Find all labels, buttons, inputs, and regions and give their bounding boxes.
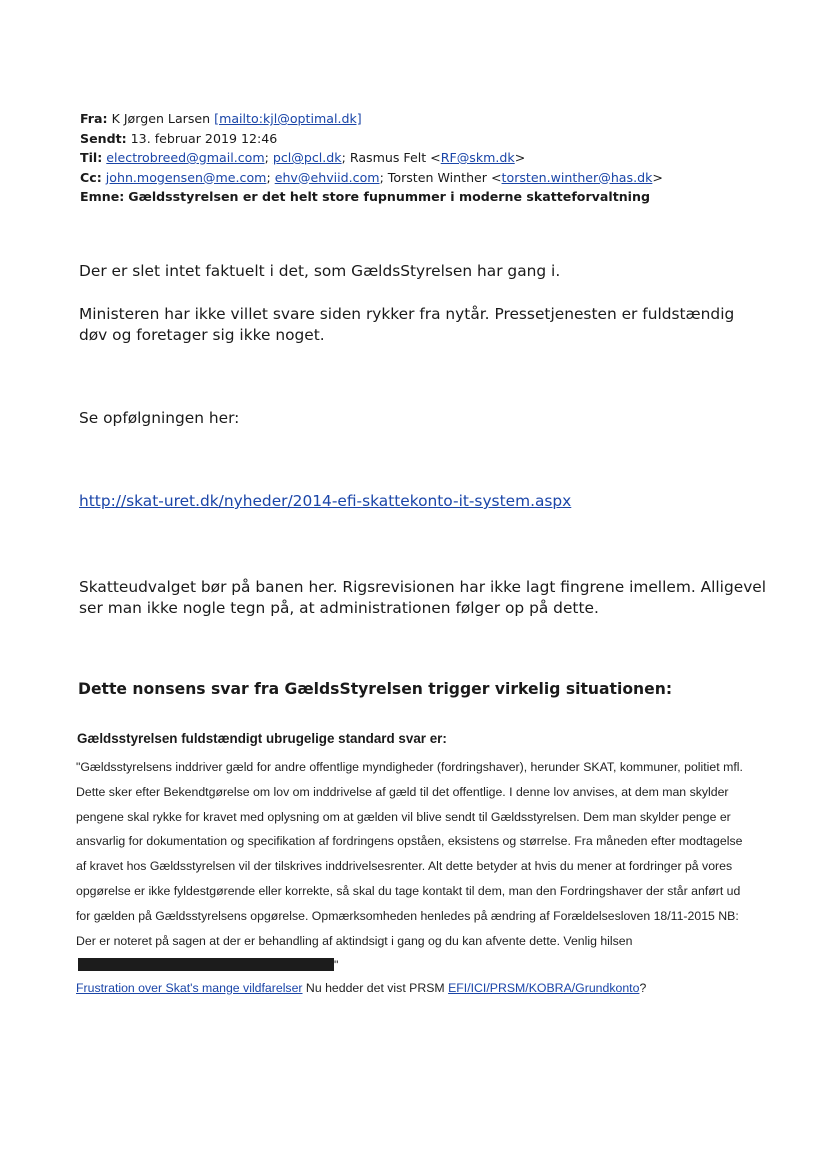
section-heading: Dette nonsens svar fra GældsStyrelsen trigger virkelig situationen: bbox=[78, 680, 673, 698]
to-label: Til: bbox=[80, 150, 103, 165]
sent-value: 13. februar 2019 12:46 bbox=[130, 130, 278, 146]
quoted-response bbox=[76, 755, 748, 978]
footer-text: Nu hedder det vist PRSM bbox=[302, 981, 449, 995]
subject-line bbox=[80, 187, 663, 207]
from-label: Fra: bbox=[80, 111, 108, 126]
to-email-link[interactable]: electrobreed@gmail.com bbox=[106, 150, 265, 165]
body-paragraph: Ministeren har ikke villet svare siden rykker fra nytår. Pressetjenesten er fuldstændig døv og foretager sig ikke noget. bbox=[79, 305, 735, 344]
email-header bbox=[80, 109, 663, 207]
sent-line bbox=[80, 129, 663, 149]
cc-label: Cc: bbox=[80, 169, 102, 185]
cc-line bbox=[80, 168, 663, 188]
body-paragraph: Se opfølgningen her: bbox=[79, 409, 240, 427]
to-email-link[interactable]: RF@skm.dk bbox=[440, 150, 515, 165]
sent-label: Sendt: bbox=[80, 130, 127, 146]
cc-separator: ; bbox=[266, 169, 271, 185]
subject-label: Emne: bbox=[80, 189, 125, 204]
to-separator: ; bbox=[264, 150, 269, 165]
footer-line bbox=[76, 981, 646, 995]
to-email-link[interactable]: pcl@pcl.dk bbox=[272, 150, 342, 165]
cc-email-link[interactable]: torsten.winther@has.dk bbox=[501, 169, 653, 185]
cc-separator: ; Torsten Winther < bbox=[379, 169, 502, 185]
to-end: > bbox=[514, 150, 526, 165]
body-paragraph: Skatteudvalget bør på banen her. Rigsrevisionen har ikke lagt fingrene imellem. Alligevel ser man ikke nogle tegn på, at administrationen følger op på dette. bbox=[79, 578, 767, 617]
article-link[interactable]: http://skat-uret.dk/nyheder/2014-efi-skattekonto-it-system.aspx bbox=[79, 492, 572, 510]
article-link-wrapper bbox=[79, 491, 571, 512]
from-line bbox=[80, 109, 663, 129]
cc-email-link[interactable]: john.mogensen@me.com bbox=[105, 169, 267, 185]
frustration-link[interactable]: Frustration over Skat's mange vildfarelser bbox=[76, 981, 303, 995]
cc-email-link[interactable]: ehv@ehviid.com bbox=[274, 169, 380, 185]
to-separator: ; Rasmus Felt < bbox=[341, 150, 441, 165]
cc-end: > bbox=[652, 169, 663, 185]
redaction-bar bbox=[78, 958, 334, 971]
from-email-link[interactable]: [mailto:kjl@optimal.dk] bbox=[214, 111, 362, 126]
system-link[interactable]: EFI/ICI/PRSM/KOBRA/Grundkonto bbox=[448, 981, 640, 995]
to-line bbox=[80, 148, 663, 168]
quoted-response-text: "Gældsstyrelsens inddriver gæld for andre offentlige myndigheder (fordringshaver), herunder SKAT, kommuner, politiet mfl. Dette sker efter Bekendtgørelse om lov om inddrivelse af gæld til det offentlige. I denne lov anvises, at dem man skylder pengene skal rykke for kravet med oplysning om at gælden vil blive sendt til Gældsstyrelsen. Dem man skylder penge er ansvarlig for dokumentation og specifikation af fordringens opståen, eksistens og størrelse. Fra måneden efter modtagelse af kravet hos Gældsstyrelsen vil der tilskrives inddrivelsesrenter. Alt dette betyder at hvis du mener at fordringer på vores opgørelse er ikke fyldestgørende eller korrekte, så skal du tage kontakt til dem, man den Fordringshaver der står anført ud for gælden på Gældsstyrelsens opgørelse. Opmærksomheden henledes på ændring af Forældelsesloven 18/11-2015 NB: Der er noteret på sagen at der er behandling af aktindsigt i gang og du kan afvente dette. Venlig hilsen bbox=[76, 760, 743, 948]
footer-end: ? bbox=[639, 981, 647, 995]
subject-value: Gældsstyrelsen er det helt store fupnummer i moderne skatteforvaltning bbox=[128, 189, 650, 204]
section-subheading: Gældsstyrelsen fuldstændigt ubrugelige standard svar er: bbox=[77, 731, 447, 746]
from-name: K Jørgen Larsen bbox=[111, 111, 211, 126]
body-paragraph: Der er slet intet faktuelt i det, som GældsStyrelsen har gang i. bbox=[79, 262, 561, 280]
quote-end: " bbox=[334, 958, 339, 973]
